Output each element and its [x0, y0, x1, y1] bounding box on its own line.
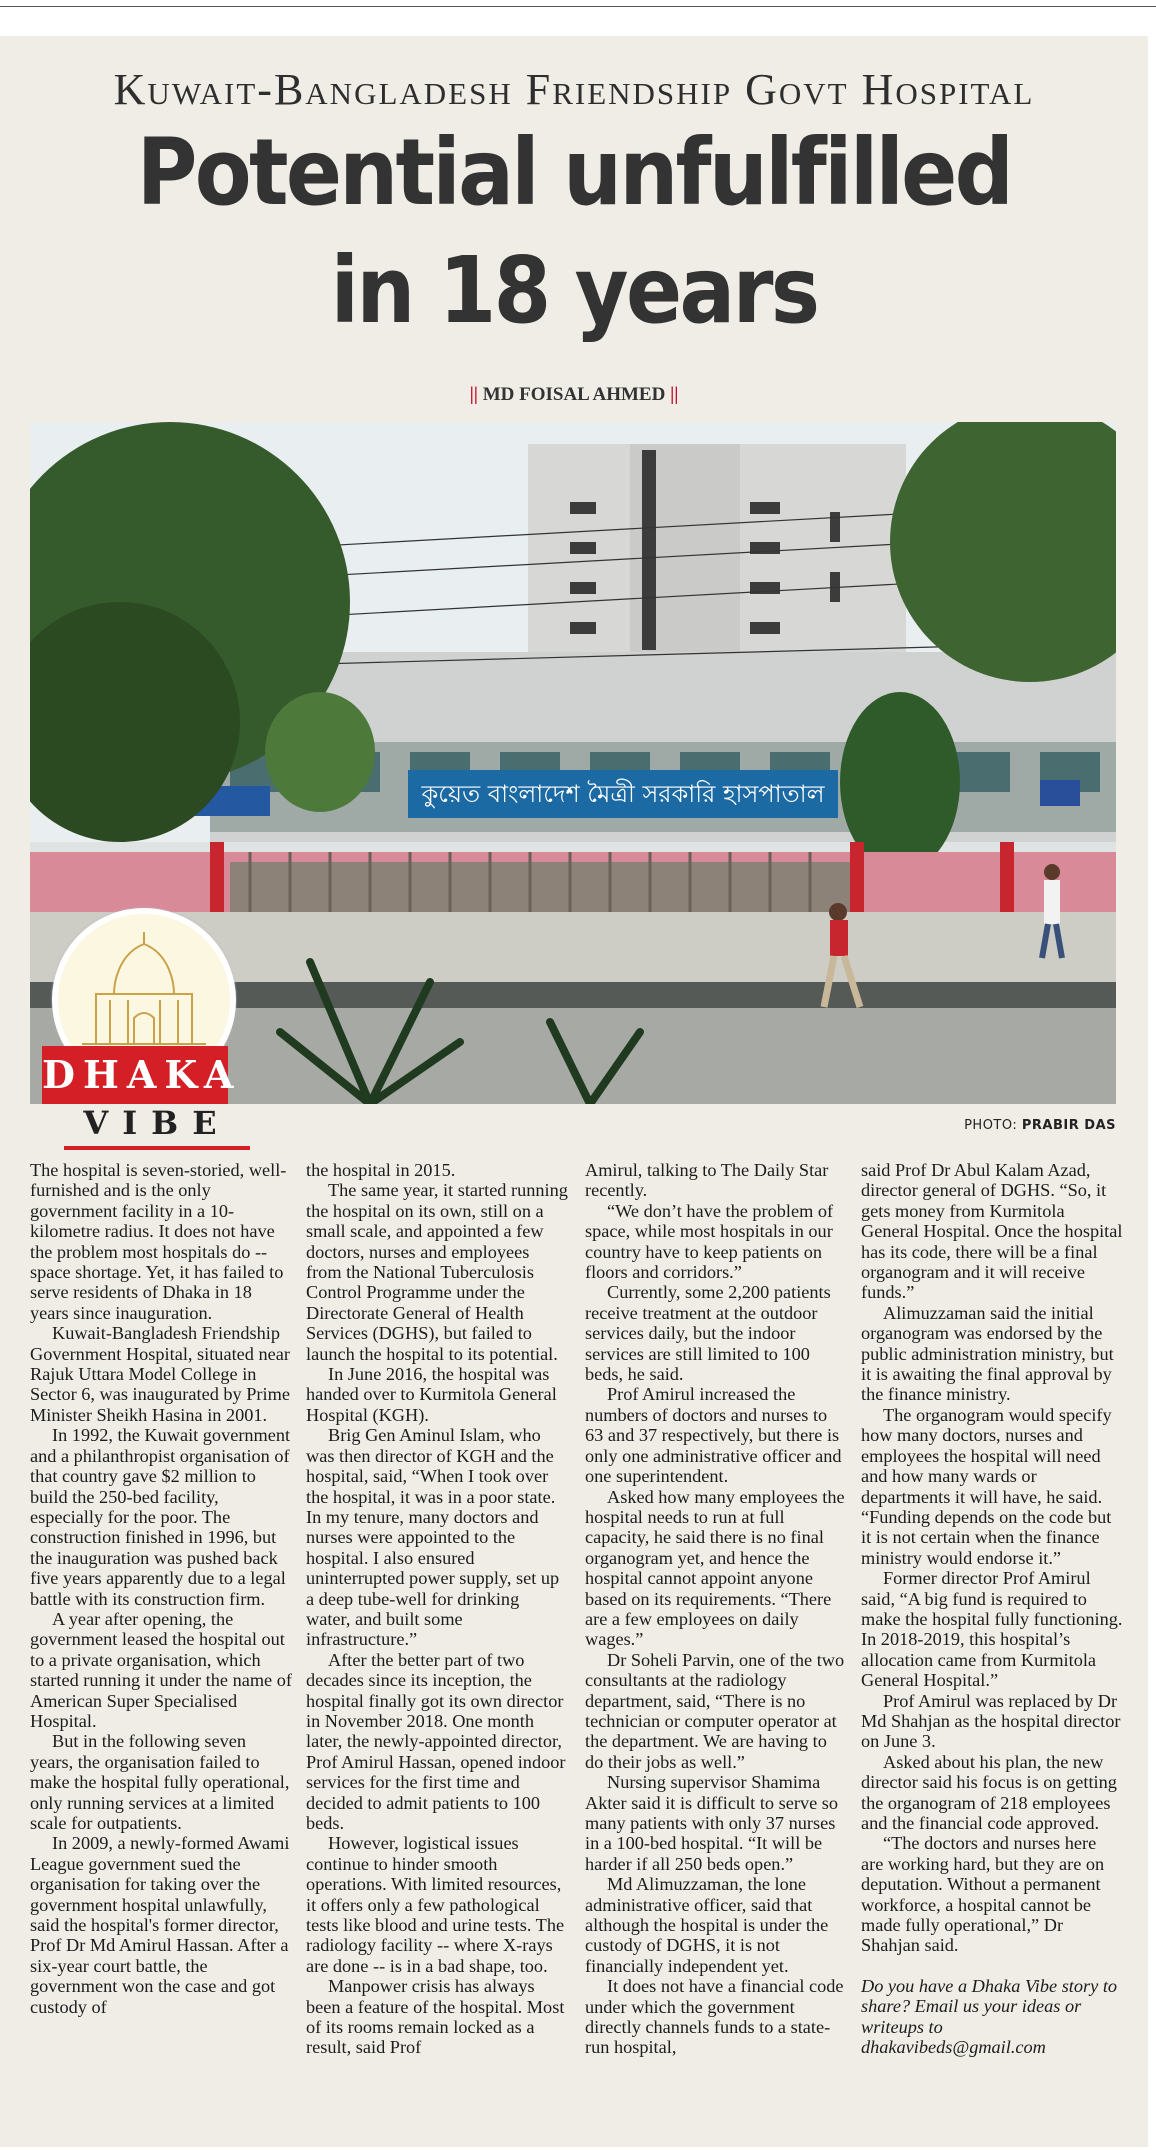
photo-credit-prefix: PHOTO: [964, 1118, 1018, 1133]
hospital-sign-text: কুয়েত বাংলাদেশ মৈত্রী সরকারি হাসপাতাল [421, 780, 825, 808]
paragraph: Kuwait-Bangladesh Friendship Government Hospital, situated near Rajuk Uttara Model College in Sector 6, was inaugurated by Prime Minister Sheikh Hasina in 2001. [30, 1323, 290, 1425]
paragraph: said Prof Dr Abul Kalam Azad, director general of DGHS. “So, it gets money from Kurmitola General Hospital. Once the hospital has its code, there will be a final organogram and it will receive funds.” [861, 1160, 1123, 1303]
paragraph: Prof Amirul increased the numbers of doctors and nurses to 63 and 37 respectively, but there is only one administrative officer and one superintendent. [585, 1384, 842, 1487]
paragraph: Alimuzzaman said the initial organogram was endorsed by the public administration ministry, but it is awaiting the final approval by the finance ministry. [861, 1302, 1114, 1405]
paragraph: Amirul, talking to The Daily Star recently. [585, 1160, 829, 1201]
paragraph: Prof Amirul was replaced by Dr Md Shahjan as the hospital director on June 3. [861, 1690, 1121, 1752]
page-top-rule [0, 0, 1156, 7]
article-column-2 [306, 1160, 568, 2150]
paragraph: “We don’t have the problem of space, while most hospitals in our country have to keep patients on floors and corridors.” [585, 1200, 834, 1283]
paragraph: After the better part of two decades since its inception, the hospital finally got its own director in November 2018. One month later, the newly-appointed director, Prof Amirul Hassan, opened indoor services for the first time and decided to admit patients to 100 beds. [306, 1649, 566, 1833]
logo-text-vibe: VIBE [64, 1102, 250, 1150]
paragraph: Asked about his plan, the new director said his focus is on getting the organogram of 218 employees and the financial code approved. [861, 1751, 1117, 1833]
paragraph: Dr Soheli Parvin, one of the two consultants at the radiology department, said, “There is no technician or computer operator at the department. We are having to do their jobs as well.” [585, 1649, 845, 1772]
headline-line-2: in 18 years [330, 237, 818, 344]
paragraph: In 2009, a newly-formed Awami League government sued the organisation for taking over the government hospital unlawfully, said the hospital's former director, Prof Dr Md Amirul Hassan. After a six-year court battle, the government won the case and got custody of [30, 1833, 290, 2017]
byline-name: MD FOISAL AHMED [482, 384, 666, 405]
paragraph: “The doctors and nurses here are working hard, but they are on deputation. Without a permanent workforce, a hospital cannot be made fully operational,” Dr Shahjan said. [861, 1833, 1105, 1956]
photo-credit [760, 1118, 1116, 1133]
paragraph: The hospital is seven-storied, well-furnished and is the only government facility in a 10-kilometre radius. It does not have the problem most hospitals do -- space shortage. Yet, it has failed to serve residents of Dhaka in 18 years since inauguration. [30, 1160, 287, 1323]
headline-line-1: Potential unfulfilled [136, 119, 1012, 226]
paragraph: the hospital in 2015. [306, 1160, 456, 1180]
paragraph: In 1992, the Kuwait government and a philanthropist organisation of that country gave $2 million to build the 250-bed facility, especially for the poor. The construction finished in 1996, but the inauguration was pushed back five years apparently due to a legal battle with its construction firm. [30, 1425, 291, 1609]
paragraph: In June 2016, the hospital was handed over to Kurmitola General Hospital (KGH). [306, 1364, 557, 1425]
byline-bar-right: || [670, 384, 679, 405]
article-column-4 [861, 1160, 1123, 2150]
paragraph: Md Alimuzzaman, the lone administrative officer, said that although the hospital is under the custody of DGHS, it is not financially independent yet. [585, 1874, 829, 1976]
paragraph: However, logistical issues continue to hinder smooth operations. With limited resources, it offers only a few pathological tests like blood and urine tests. The radiology facility -- where X-rays are done -- is in a bad shape, too. [306, 1833, 565, 1976]
paragraph: Former director Prof Amirul said, “A big fund is required to make the hospital fully functioning. In 2018-2019, this hospital’s allocation came from Kurmitola General Hospital.” [861, 1568, 1123, 1691]
photo-credit-name: PRABIR DAS [1021, 1118, 1116, 1133]
paragraph: Brig Gen Aminul Islam, who was then director of KGH and the hospital, said, “When I took over the hospital, it was in a poor state. In my tenure, many doctors and nurses were appointed to the hospital. I also ensured uninterrupted power supply, set up a deep tube-well for drinking water, and built some infrastructure.” [306, 1425, 560, 1650]
paragraph: It does not have a financial code under which the government directly channels funds to a state-run hospital, [585, 1976, 844, 2058]
paragraph: Asked how many employees the hospital needs to run at full capacity, he said there is no final organogram yet, and hence the hospital cannot appoint anyone based on its requirements. “There are a few employees on daily wages.” [585, 1486, 845, 1650]
paragraph: But in the following seven years, the organisation failed to make the hospital fully operational, only running services at a limited scale for outpatients. [30, 1731, 290, 1833]
byline-bar-left: || [469, 384, 478, 405]
byline [0, 384, 1148, 406]
paragraph: The same year, it started running the hospital on its own, still on a small scale, and appointed a few doctors, nurses and employees from the National Tuberculosis Control Programme under the Directorate General of Health Services (DGHS), but failed to launch the hospital to its potential. [306, 1180, 568, 1364]
paragraph: Do you have a Dhaka Vibe story to share? Email us your ideas or writeups to dhakavibeds@gmail.com [861, 1975, 1118, 2058]
paragraph: Currently, some 2,200 patients receive treatment at the outdoor services daily, but the indoor services are still limited to 100 beds, he said. [585, 1282, 831, 1385]
paragraph: The organogram would specify how many doctors, nurses and employees the hospital will need and how many wards or departments it will have, he said. “Funding depends on the code but it is not certain when the finance ministry would endorse it.” [861, 1404, 1112, 1568]
newspaper-page [0, 36, 1148, 2147]
article-column-1 [30, 1160, 292, 2150]
paragraph: A year after opening, the government leased the hospital out to a private organisation, which started running it under the name of American Super Specialised Hospital. [30, 1608, 292, 1731]
paragraph: Nursing supervisor Shamima Akter said it is difficult to serve so many patients with only 37 nurses in a 100-bed hospital. “It will be harder if all 250 beds open.” [585, 1772, 839, 1874]
headline [57, 114, 1090, 350]
logo-text-dhaka: DHAKA [42, 1046, 228, 1104]
kicker: Kuwait-Bangladesh Friendship Govt Hospital [113, 65, 1035, 114]
article-column-3 [585, 1160, 847, 2150]
paragraph: Manpower crisis has always been a feature of the hospital. Most of its rooms remain locked as a result, said Prof [306, 1976, 565, 2058]
